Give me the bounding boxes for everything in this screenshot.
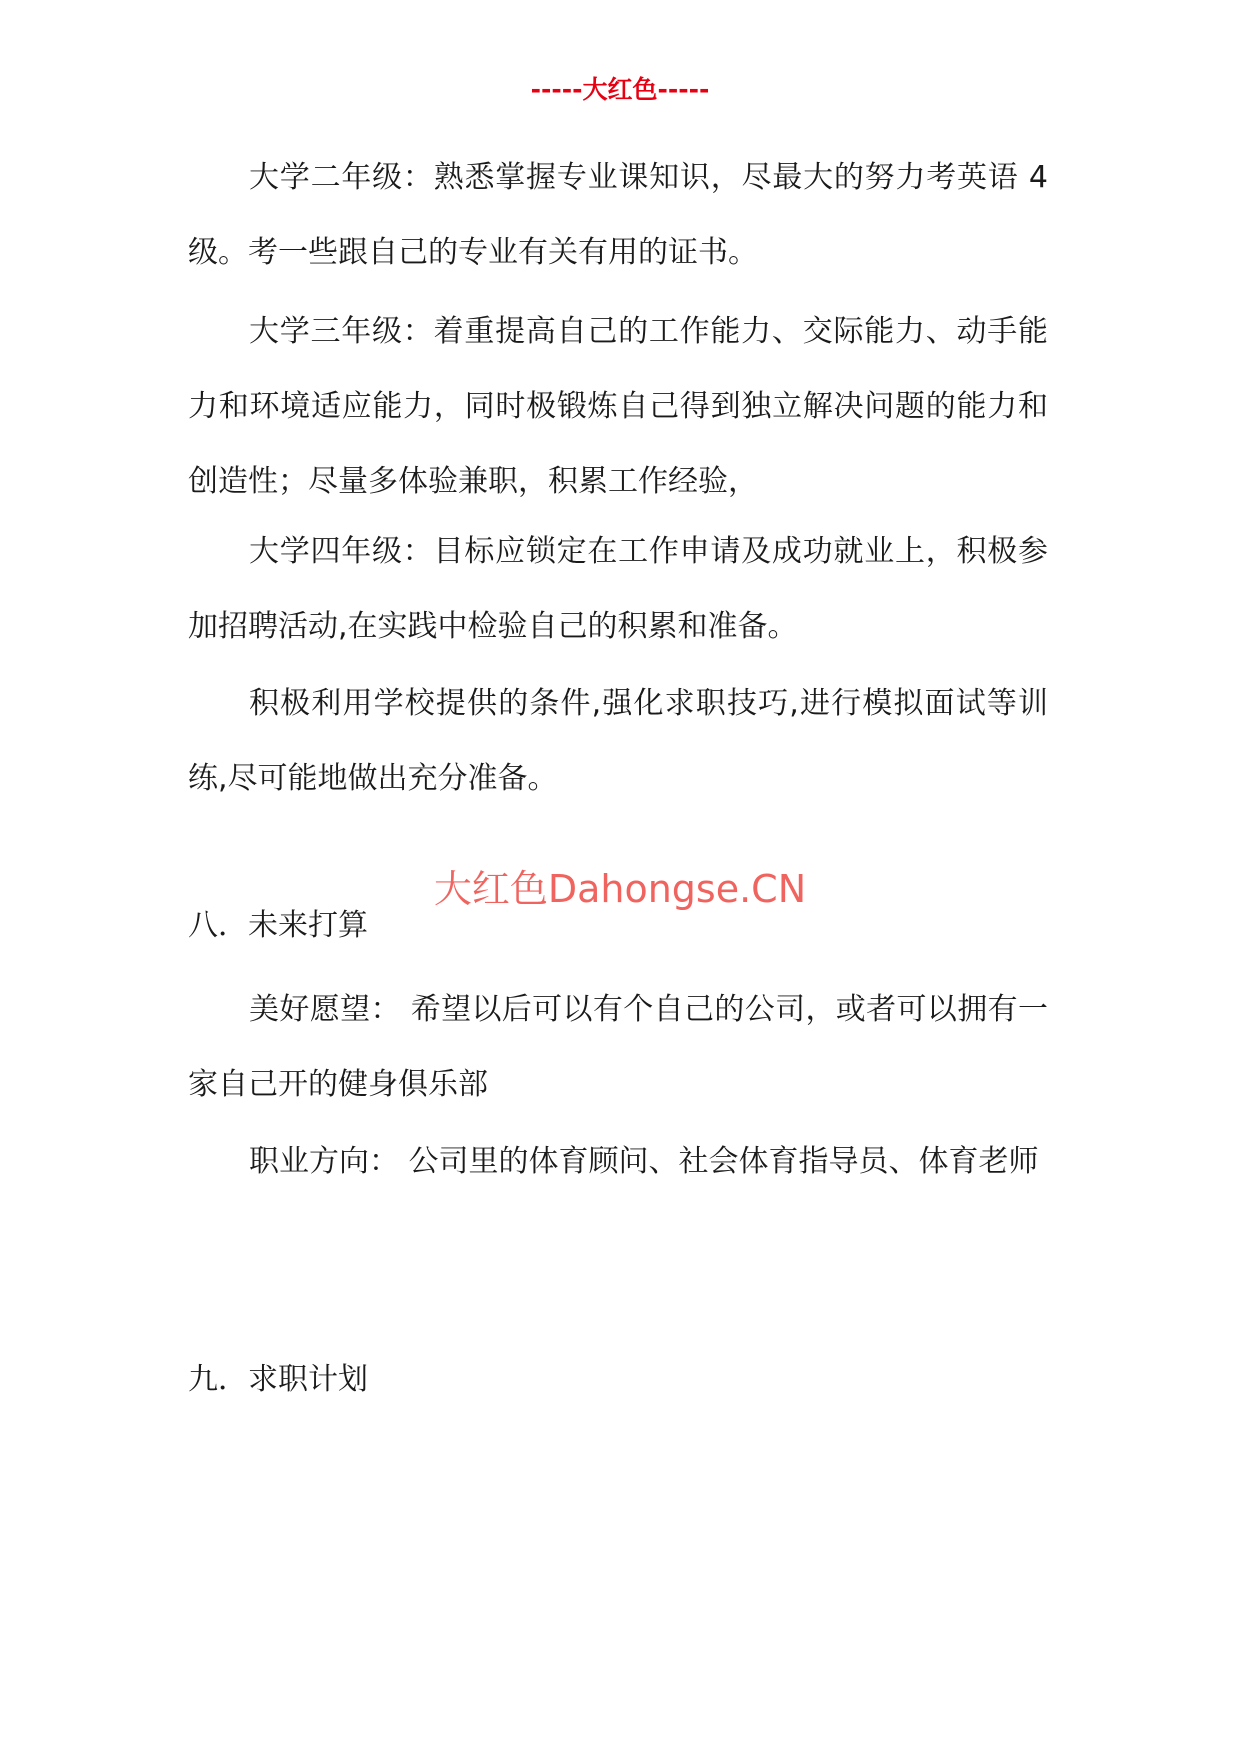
paragraph-school-resources xyxy=(188,666,1048,816)
paragraph-wishes xyxy=(188,972,1048,1122)
paragraph-text: 职业方向： 公司里的体育顾问、社会体育指导员、体育老师 xyxy=(249,1144,1039,1179)
paragraph-year-two xyxy=(188,140,1048,290)
heading-text: 八．未来打算 xyxy=(188,908,368,943)
section-heading-nine xyxy=(188,1342,1048,1417)
heading-text: 九．求职计划 xyxy=(188,1362,368,1397)
paragraph-year-four xyxy=(188,514,1048,664)
paragraph-text: 美好愿望： 希望以后可以有个自己的公司，或者可以拥有一家自己开的健身俱乐部 xyxy=(188,992,1048,1102)
watermark-text: 大红色Dahongse.CN xyxy=(433,867,807,911)
paragraph-career-direction xyxy=(188,1124,1048,1199)
header-title: -----大红色----- xyxy=(530,75,710,104)
paragraph-text: 大学四年级：目标应锁定在工作申请及成功就业上，积极参加招聘活动,在实践中检验自己的积累和准备。 xyxy=(188,534,1048,644)
paragraph-text: 积极利用学校提供的条件,强化求职技巧,进行模拟面试等训练,尽可能地做出充分准备。 xyxy=(188,686,1048,796)
section-heading-eight xyxy=(188,888,1048,963)
paragraph-text: 大学二年级：熟悉掌握专业课知识，尽最大的努力考英语 4 级。考一些跟自己的专业有关有用的证书。 xyxy=(188,160,1048,270)
paragraph-text: 大学三年级：着重提高自己的工作能力、交际能力、动手能力和环境适应能力，同时极锻炼自己得到独立解决问题的能力和创造性；尽量多体验兼职，积累工作经验， xyxy=(188,314,1048,499)
paragraph-year-three xyxy=(188,294,1048,519)
